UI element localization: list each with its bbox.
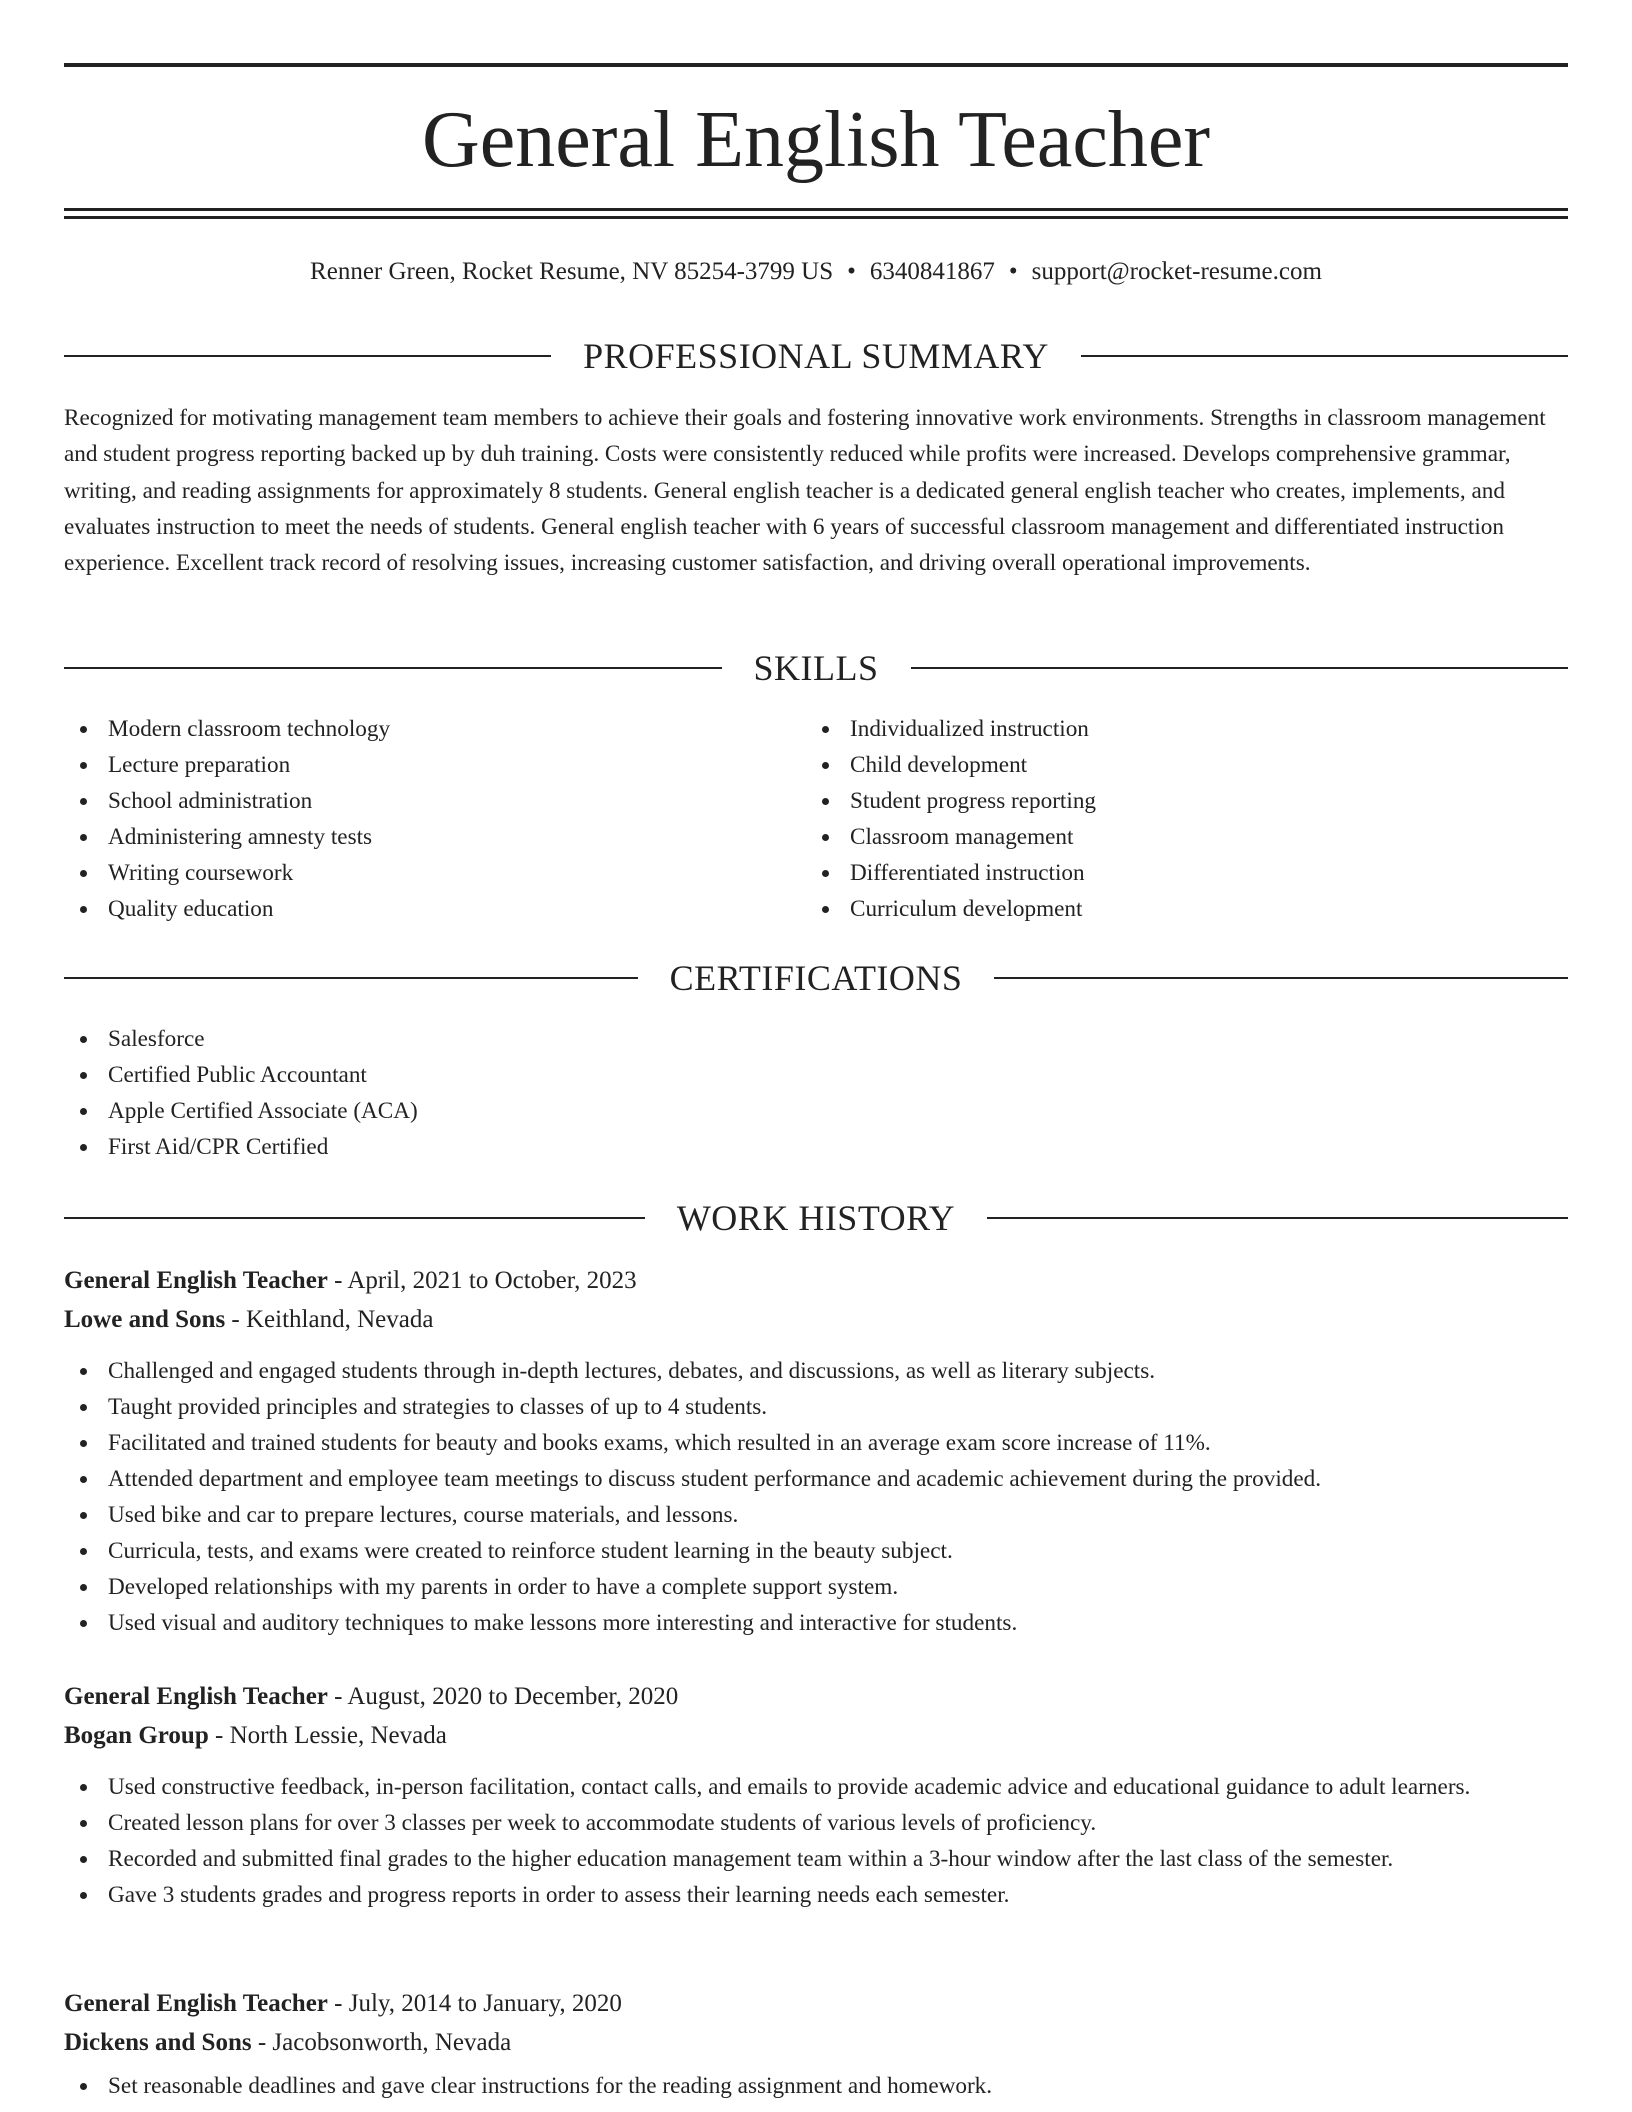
- contact-separator: •: [1008, 258, 1018, 285]
- job-duty: Recorded and submitted final grades to the higher education management team within a 3-hour window after the last class of the semester.: [64, 1841, 1568, 1877]
- section-title: WORK HISTORY: [676, 1198, 956, 1238]
- skill-item: Modern classroom technology: [64, 711, 390, 747]
- job-duty: Facilitated and trained students for beauty and books exams, which resulted in an average exam score increase of 11%.: [64, 1425, 1568, 1461]
- resume-title: General English Teacher: [421, 96, 1211, 184]
- contact-address: Renner Green, Rocket Resume, NV 85254-3799 US: [310, 258, 834, 285]
- job-company-line: Lowe and Sons - Keithland, Nevada: [64, 1306, 434, 1333]
- section-title: SKILLS: [753, 648, 879, 688]
- job-duties-list: [64, 1353, 1568, 1641]
- contact-separator: •: [847, 258, 856, 285]
- job-title: General English Teacher: [64, 1267, 328, 1294]
- skill-item: School administration: [64, 783, 390, 819]
- job-duties-list: [64, 1769, 1568, 1913]
- job-entry: [64, 1261, 1568, 1641]
- job-title-line: General English Teacher - July, 2014 to January, 2020: [64, 1990, 622, 2017]
- job-duties-list: [64, 2068, 1568, 2104]
- job-dates: August, 2020 to December, 2020: [347, 1683, 679, 1710]
- skill-item: Curriculum development: [806, 891, 1096, 927]
- skill-item: Student progress reporting: [806, 783, 1096, 819]
- contact-line: [64, 256, 1568, 288]
- job-duty: Curricula, tests, and exams were created to reinforce student learning in the beauty subject.: [64, 1533, 1568, 1569]
- contact-email: support@rocket-resume.com: [1031, 258, 1322, 285]
- skill-item: Child development: [806, 747, 1096, 783]
- certification-item: Certified Public Accountant: [64, 1057, 418, 1093]
- job-duty: Set reasonable deadlines and gave clear instructions for the reading assignment and homework.: [64, 2068, 1568, 2104]
- job-duty: Used visual and auditory techniques to make lessons more interesting and interactive for students.: [64, 1605, 1568, 1641]
- job-entry: [64, 1677, 1568, 1913]
- job-duty: Used constructive feedback, in-person facilitation, contact calls, and emails to provide academic advice and educational guidance to adult learners.: [64, 1769, 1568, 1805]
- job-title: General English Teacher: [64, 1683, 328, 1710]
- heading-rule-left: [64, 355, 551, 357]
- job-duty: Used bike and car to prepare lectures, course materials, and lessons.: [64, 1497, 1568, 1533]
- job-entry: [64, 1984, 1568, 2104]
- skill-item: Individualized instruction: [806, 711, 1096, 747]
- heading-rule-right: [911, 667, 1569, 669]
- section-heading-work-history: [64, 1196, 1568, 1240]
- skill-item: Administering amnesty tests: [64, 819, 390, 855]
- heading-rule-right: [1081, 355, 1568, 357]
- job-duty: Attended department and employee team meetings to discuss student performance and academic achievement during the provided.: [64, 1461, 1568, 1497]
- section-heading-skills: [64, 646, 1568, 690]
- section-title: PROFESSIONAL SUMMARY: [583, 336, 1049, 376]
- job-duty: Developed relationships with my parents in order to have a complete support system.: [64, 1569, 1568, 1605]
- job-dates: April, 2021 to October, 2023: [347, 1267, 637, 1294]
- heading-rule-left: [64, 977, 638, 979]
- skill-item: Classroom management: [806, 819, 1096, 855]
- header-top-rule: [64, 63, 1568, 67]
- job-duty: Gave 3 students grades and progress reports in order to assess their learning needs each semester.: [64, 1877, 1568, 1913]
- job-duty: Created lesson plans for over 3 classes per week to accommodate students of various levels of proficiency.: [64, 1805, 1568, 1841]
- heading-rule-right: [987, 1217, 1568, 1219]
- skill-item: Lecture preparation: [64, 747, 390, 783]
- job-company: Dickens and Sons: [64, 2029, 252, 2056]
- job-title: General English Teacher: [64, 1990, 328, 2017]
- job-company-line: Bogan Group - North Lessie, Nevada: [64, 1722, 447, 1749]
- skill-item: Differentiated instruction: [806, 855, 1096, 891]
- job-location: Jacobsonworth, Nevada: [272, 2029, 512, 2056]
- heading-rule-left: [64, 1217, 645, 1219]
- section-heading-summary: [64, 334, 1568, 378]
- certification-item: Salesforce: [64, 1021, 418, 1057]
- header-double-rule-upper: [64, 208, 1568, 211]
- job-title-line: General English Teacher - August, 2020 to December, 2020: [64, 1683, 679, 1710]
- job-location: North Lessie, Nevada: [229, 1722, 447, 1749]
- job-title-line: General English Teacher - April, 2021 to October, 2023: [64, 1267, 637, 1294]
- job-location: Keithland, Nevada: [246, 1306, 434, 1333]
- job-duty: Taught provided principles and strategies to classes of up to 4 students.: [64, 1389, 1568, 1425]
- section-heading-certifications: [64, 956, 1568, 1000]
- section-title: CERTIFICATIONS: [669, 958, 963, 998]
- certification-item: Apple Certified Associate (ACA): [64, 1093, 418, 1129]
- skill-item: Writing coursework: [64, 855, 390, 891]
- skill-item: Quality education: [64, 891, 390, 927]
- certifications-list: [64, 1021, 418, 1165]
- certification-item: First Aid/CPR Certified: [64, 1129, 418, 1165]
- skills-list-left: [64, 711, 390, 927]
- header-double-rule-lower: [64, 216, 1568, 219]
- contact-phone: 6340841867: [869, 258, 995, 285]
- heading-rule-right: [994, 977, 1568, 979]
- job-company: Lowe and Sons: [64, 1306, 226, 1333]
- heading-rule-left: [64, 667, 722, 669]
- job-company: Bogan Group: [64, 1722, 209, 1749]
- summary-paragraph: Recognized for motivating management team members to achieve their goals and fostering innovative work environments. Strengths in classroom management and student progress reporting backed up by duh training. Costs were consistently reduced while profits were increased. Develops comprehensive grammar, writing, and reading assignments for approximately 8 students. General english teacher is a dedicated general english teacher who creates, implements, and evaluates instruction to meet the needs of students. General english teacher with 6 years of successful classroom management and differentiated instruction experience. Excellent track record of resolving issues, increasing customer satisfaction, and driving overall operational improvements.: [64, 405, 1546, 577]
- job-dates: July, 2014 to January, 2020: [348, 1990, 622, 2017]
- job-duty: Challenged and engaged students through in-depth lectures, debates, and discussions, as well as literary subjects.: [64, 1353, 1568, 1389]
- job-company-line: Dickens and Sons - Jacobsonworth, Nevada: [64, 2029, 512, 2056]
- skills-list-right: [806, 711, 1096, 927]
